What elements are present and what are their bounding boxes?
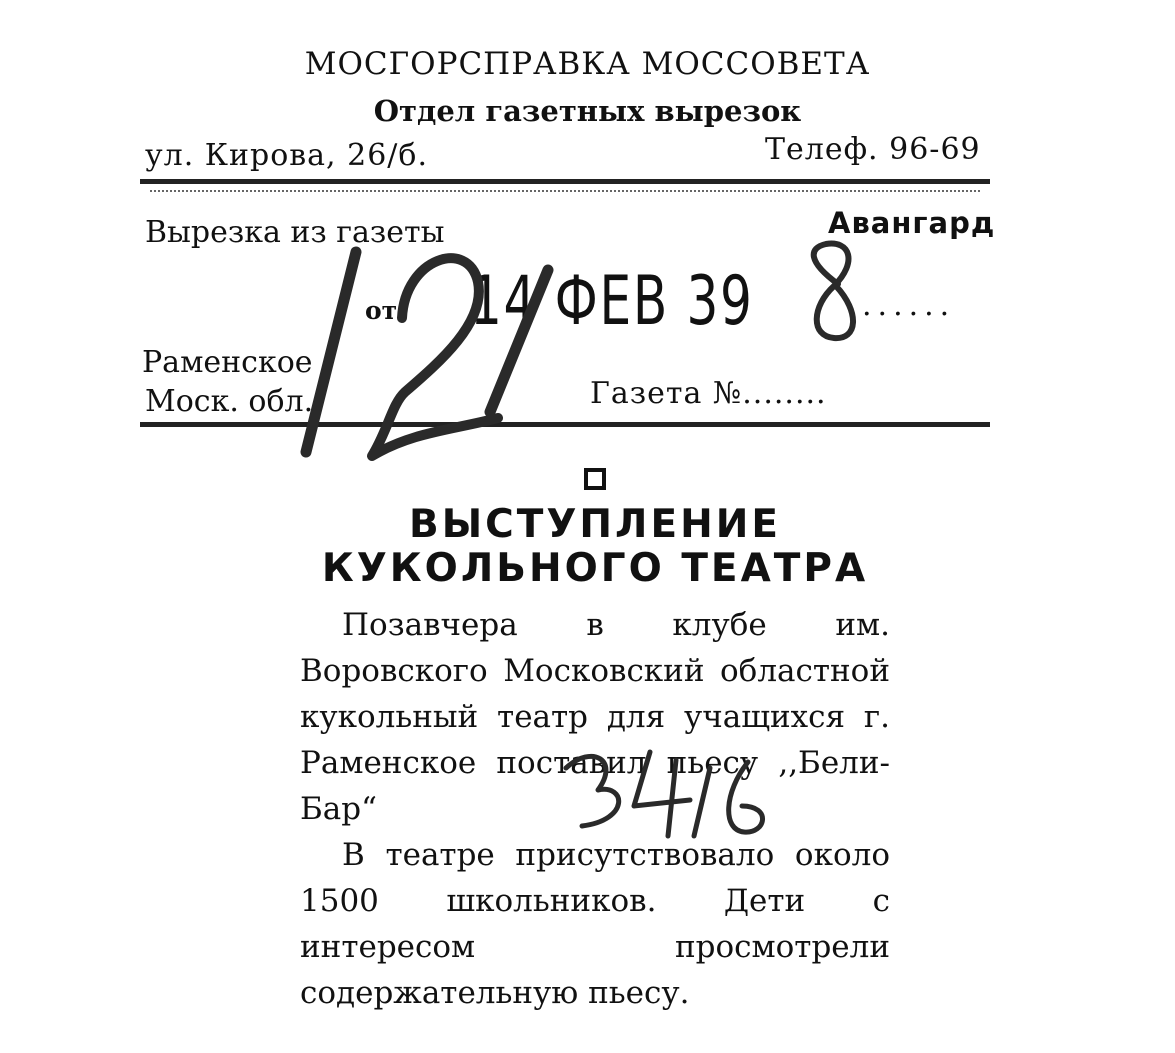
clipping-label: Вырезка из газеты bbox=[145, 215, 445, 250]
department-name: Отдел газетных вырезок bbox=[373, 94, 802, 128]
newspaper-name: Авангард bbox=[828, 206, 996, 240]
handwritten-digit-2 bbox=[372, 258, 498, 456]
article-title-line-1: ВЫСТУПЛЕНИЕ bbox=[408, 502, 782, 547]
archive-number-text: 12 bbox=[400, 360, 402, 361]
inventory-number-handwriting bbox=[566, 752, 763, 836]
handwritten-digit-3 bbox=[566, 756, 619, 826]
inventory-number-text: 3416 bbox=[600, 800, 603, 801]
issue-number-label: Газета №........ bbox=[590, 376, 827, 411]
address: ул. Кирова, 26/б. bbox=[145, 138, 428, 173]
org-name: МОСГОРСПРАВКА МОССОВЕТА bbox=[304, 46, 871, 82]
article-paragraph-2: В театре присутствовало около 1500 школьников. Дети с интересом просмотрели содержательную пьесу. bbox=[300, 837, 890, 1011]
handwritten-digit-1b bbox=[694, 768, 710, 836]
archive-number-handwriting bbox=[306, 252, 548, 456]
handwritten-slash bbox=[490, 270, 548, 412]
date-stamp: 14 ФЕВ 39 bbox=[470, 262, 754, 341]
handwritten-digit-4 bbox=[634, 752, 690, 836]
date-prefix: от bbox=[365, 296, 398, 325]
article-title-line-2: КУКОЛЬНОГО ТЕАТРА bbox=[321, 546, 869, 591]
phone: Телеф. 96-69 bbox=[765, 132, 981, 167]
article-paragraph-1: Позавчера в клубе им. Воровского Московский областной кукольный театр для учащихся г. Раменское поставил пьесу ,,Бели-Бар“ bbox=[300, 607, 890, 827]
handwritten-8-mark bbox=[814, 244, 853, 339]
mark-8-text: 8 bbox=[830, 300, 831, 301]
city-line-1: Раменское bbox=[142, 345, 313, 380]
handwritten-digit-6 bbox=[729, 762, 763, 832]
date-dots: ...... bbox=[862, 288, 956, 323]
city-line-2: Моск. обл. bbox=[145, 384, 314, 419]
handwritten-digit-1 bbox=[306, 252, 356, 452]
